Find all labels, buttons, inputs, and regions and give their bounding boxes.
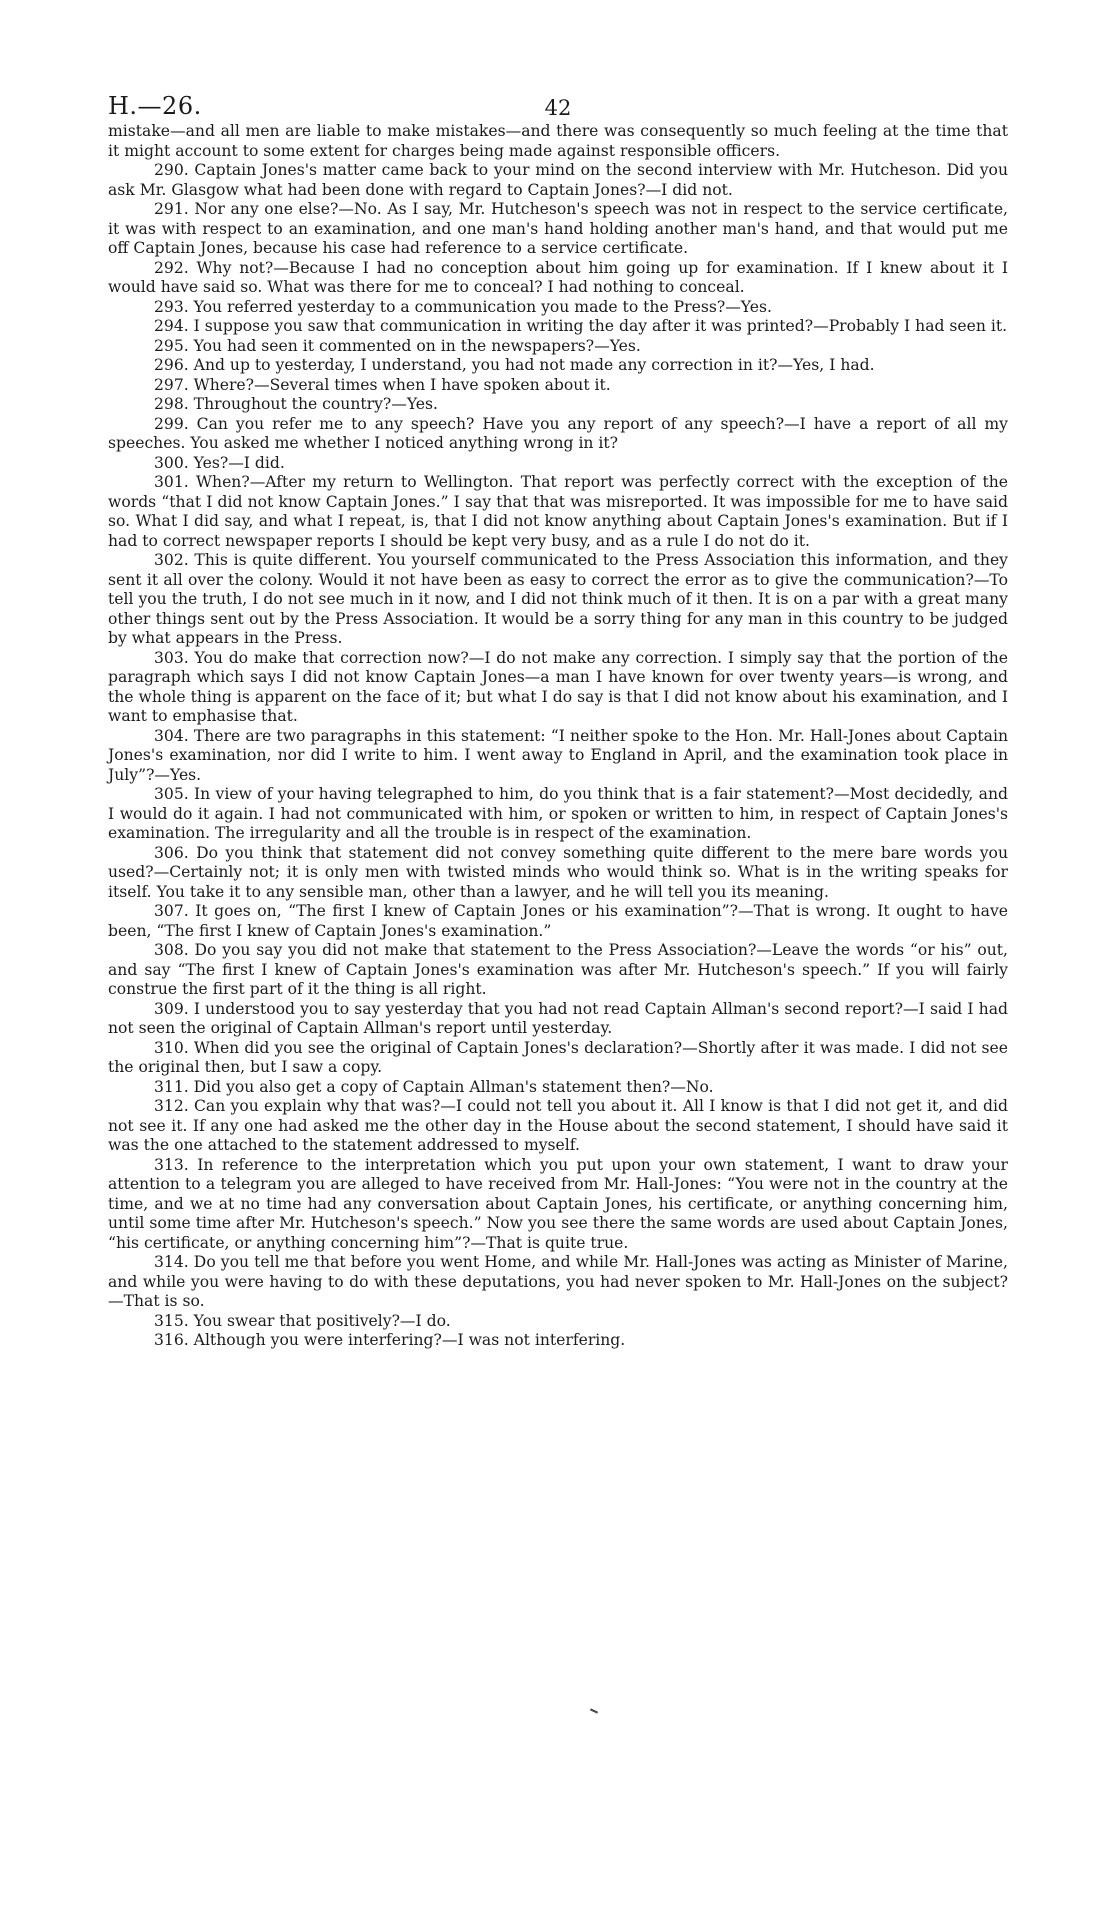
paragraph-292: 292. Why not?—Because I had no conception about him going up for examination. If I knew about it I would have said so. What was there for me to conceal? I had nothing to conceal. — [108, 258, 1008, 296]
paragraph-296: 296. And up to yesterday, I understand, you had not made any correction in it?—Yes, I had. — [154, 356, 875, 374]
paragraph-297: 297. Where?—Several times when I have spoken about it. — [154, 375, 611, 394]
paragraph-310: 310. When did you see the original of Captain Jones's declaration?—Shortly after it was made. I did not see the original then, but I saw a copy. — [108, 1038, 1008, 1076]
paragraph-294: 294. I suppose you saw that communication in writing the day after it was printed?—Probably I had seen it. — [154, 317, 1008, 335]
paragraph-304: 304. There are two paragraphs in this statement: “I neither spoke to the Hon. Mr. Hall-Jones about Captain Jones's examination, nor did I write to him. I went away to England in April, and the examination took place in July”?—Yes. — [108, 726, 1008, 784]
paragraph-312: 312. Can you explain why that was?—I could not tell you about it. All I know is that I did not get it, and did not see it. If any one had asked me the other day in the House about the second statement, I should have said it was the one attached to the statement addressed to myself. — [108, 1097, 1008, 1154]
paragraph-299: 299. Can you refer me to any speech? Have you any report of any speech?—I have a report of all my speeches. You asked me whether I noticed anything wrong in it? — [108, 414, 1008, 452]
paragraph-303: 303. You do make that correction now?—I do not make any correction. I simply say that the portion of the paragraph which says I did not know Captain Jones—a man I have known for over twenty years—is wrong, and the whole thing is apparent on the face of it; but what I do say is that I did not know about his examination, and I want to emphasise that. — [108, 648, 1008, 725]
paragraph-301: 301. When?—After my return to Wellington. That report was perfectly correct with the exception of the words “that I did not know Captain Jones.” I say that that was misreported. It was impossible for me to have said so. What I did say, and what I repeat, is, that I did not know anything about Captain Jones's examination. But if I had to correct newspaper reports I should be kept very busy, and as a rule I do not do it. — [108, 473, 1008, 550]
paragraph-302: 302. This is quite different. You yourself communicated to the Press Association this information, and they sent it all over the colony. Would it not have been as easy to correct the error as to give the communication?—To tell you the truth, I do not see much in it now, and I did not think much of it then. It is on a par with a great many other things sent out by the Press Association. It would be a sorry thing for any man in this country to be judged by what appears in the Press. — [108, 551, 1008, 647]
paragraph-306: 306. Do you think that statement did not convey something quite different to the mere bare words you used?—Certainly not; it is only men with twisted minds who would think so. What is in the writing speaks for itself. You take it to any sensible man, other than a lawyer, and he will tell you its meaning. — [108, 843, 1008, 901]
paragraph-295: 295. You had seen it commented on in the newspapers?—Yes. — [154, 336, 641, 355]
stray-ink-mark — [590, 1708, 598, 1713]
paragraph-298: 298. Throughout the country?—Yes. — [154, 395, 438, 413]
paragraph-300: 300. Yes?—I did. — [154, 453, 285, 472]
page-number: 42 — [544, 96, 572, 120]
paragraph-308: 308. Do you say you did not make that statement to the Press Association?—Leave the words “or his” out, and say “The first I knew of Captain Jones's examination was after Mr. Hutcheson's speech.” If you will fairly construe the first part of it the thing is all right. — [108, 941, 1008, 998]
paragraph-314: 314. Do you tell me that before you went Home, and while Mr. Hall-Jones was acting as Minister of Marine, and while you were having to do with these deputations, you had never spoken to Mr. Hall-Jones on the subject?—That is so. — [108, 1253, 1008, 1310]
paragraph-291: 291. Nor any one else?—No. As I say, Mr. Hutcheson's speech was not in respect to the service certificate, it was with respect to an examination, and one man's hand holding another man's hand, and that would put me off Captain Jones, because his case had reference to a service certificate. — [108, 200, 1008, 257]
paragraph-313: 313. In reference to the interpretation which you put upon your own statement, I want to draw your attention to a telegram you are alleged to have received from Mr. Hall-Jones: “You were not in the country at the time, and we at no time had any conversation about Captain Jones, his certificate, or anything concerning him, until some time after Mr. Hutcheson's speech.” Now you see there the same words are used about Captain Jones, “his certificate, or anything concerning him”?—That is quite true. — [108, 1155, 1008, 1252]
paragraph-315: 315. You swear that positively?—I do. — [154, 1311, 451, 1330]
paragraph-290: 290. Captain Jones's matter came back to your mind on the second interview with Mr. Hutcheson. Did you ask Mr. Glasgow what had been done with regard to Captain Jones?—I did not. — [108, 161, 1008, 199]
document-reference: H.—26. — [108, 92, 202, 120]
page-header — [108, 0, 1008, 122]
paragraph-309: 309. I understood you to say yesterday that you had not read Captain Allman's second report?—I said I had not seen the original of Captain Allman's report until yesterday. — [108, 999, 1008, 1037]
paragraph-305: 305. In view of your having telegraphed to him, do you think that is a fair statement?—Most decidedly, and I would do it again. I had not communicated with him, or spoken or written to him, in respect of Captain Jones's examination. The irregularity and all the trouble is in respect of the examination. — [108, 785, 1008, 842]
paragraph-311: 311. Did you also get a copy of Captain Allman's statement then?—No. — [154, 1077, 714, 1096]
paragraph-316: 316. Although you were interfering?—I was not interfering. — [154, 1331, 626, 1349]
paragraph-continuation: mistake—and all men are liable to make mistakes—and there was consequently so much feeling at the time that it might account to some extent for charges being made against responsible officers. — [108, 122, 1008, 160]
document-page — [108, 0, 1008, 1351]
paragraph-307: 307. It goes on, “The first I knew of Captain Jones or his examination”?—That is wrong. It ought to have been, “The first I knew of Captain Jones's examination.” — [108, 902, 1008, 940]
document-body — [108, 122, 1008, 1351]
paragraph-293: 293. You referred yesterday to a communication you made to the Press?—Yes. — [154, 297, 772, 316]
